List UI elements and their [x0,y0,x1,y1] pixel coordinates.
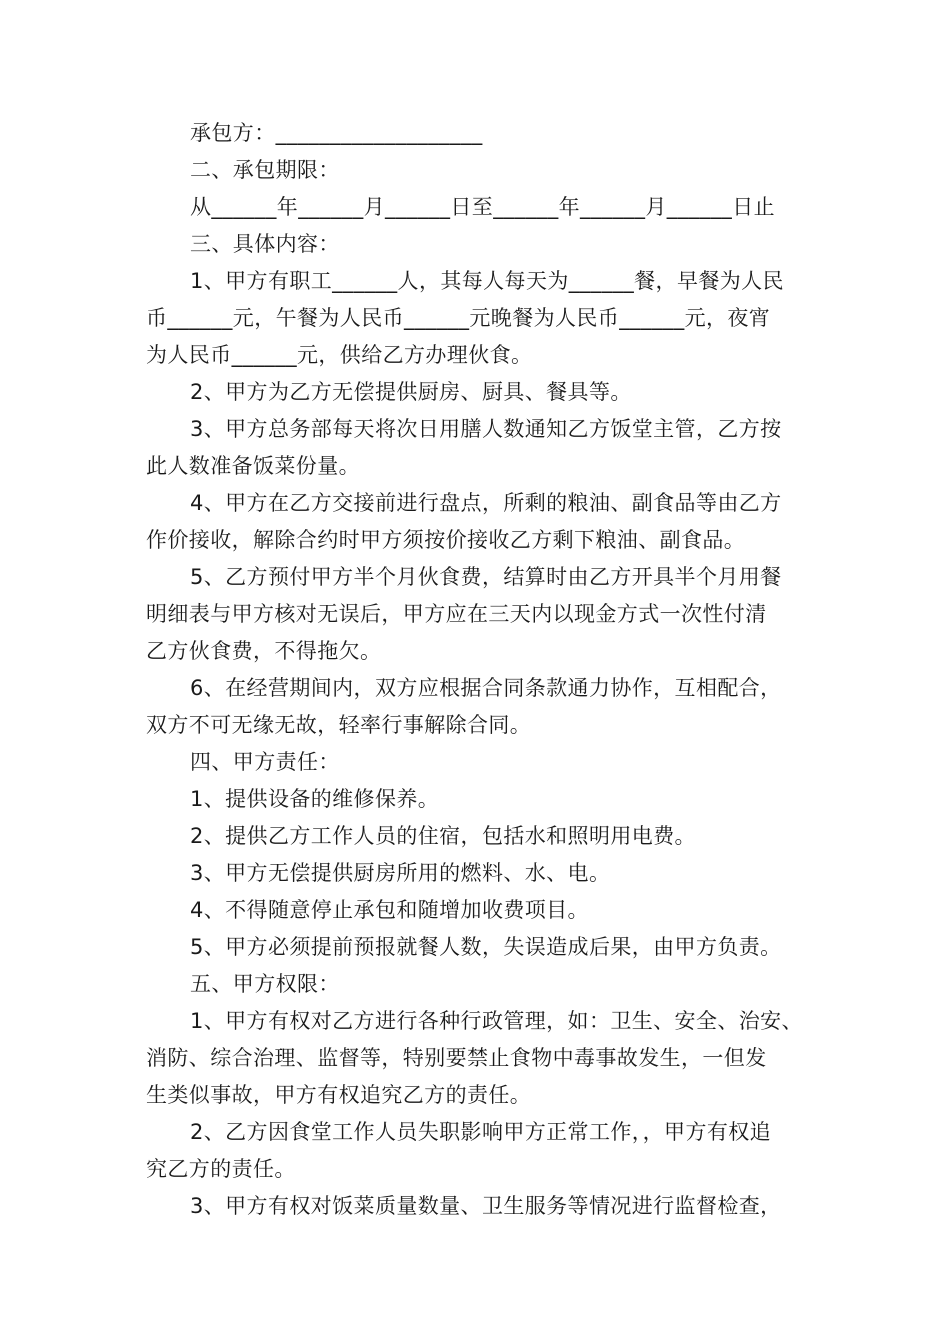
text-line: 2、乙方因食堂工作人员失职影响甲方正常工作，，甲方有权追 [190,1120,772,1144]
text-line: 3、甲方总务部每天将次日用膳人数通知乙方饭堂主管，乙方按 [190,417,782,441]
text-line: 此人数准备饭菜份量。 [146,454,360,478]
text-line: 5、乙方预付甲方半个月伙食费，结算时由乙方开具半个月用餐 [190,565,782,589]
text-line: 1、甲方有职工______人，其每人每天为______餐，早餐为人民 [190,269,784,293]
text-line: 3、甲方无偿提供厨房所用的燃料、水、电。 [190,861,611,885]
text-line: 生类似事故，甲方有权追究乙方的责任。 [146,1083,532,1107]
document-body [146,115,826,1225]
text-line: 3、甲方有权对饭菜质量数量、卫生服务等情况进行监督检查， [190,1194,782,1218]
text-line: 消防、综合治理、监督等，特别要禁止食物中毒事故发生，一但发 [146,1046,767,1070]
text-line: 三、具体内容： [190,232,340,256]
text-line: 为人民币______元，供给乙方办理伙食。 [146,343,533,367]
text-line: 2、提供乙方工作人员的住宿，包括水和照明用电费。 [190,824,696,848]
text-line: 承包方：___________________ [190,121,483,145]
text-line: 明细表与甲方核对无误后，甲方应在三天内以现金方式一次性付清 [146,602,767,626]
text-line: 5、甲方必须提前预报就餐人数，失误造成后果，由甲方负责。 [190,935,782,959]
text-line: 从______年______月______日至______年______月______日止 [190,195,775,219]
text-line: 五、甲方权限： [190,972,340,996]
text-line: 乙方伙食费，不得拖欠。 [146,639,382,663]
text-line: 币______元，午餐为人民币______元晚餐为人民币______元，夜宵 [146,306,771,330]
text-line: 1、甲方有权对乙方进行各种行政管理，如：卫生、安全、治安、 [190,1009,803,1033]
text-line: 1、提供设备的维修保养。 [190,787,440,811]
text-line: 6、在经营期间内，双方应根据合同条款通力协作，互相配合， [190,676,782,700]
text-line: 作价接收，解除合约时甲方须按价接收乙方剩下粮油、副食品。 [146,528,746,552]
text-line: 四、甲方责任： [190,750,340,774]
text-line: 究乙方的责任。 [146,1157,296,1181]
text-line: 4、不得随意停止承包和随增加收费项目。 [190,898,589,922]
text-line: 2、甲方为乙方无偿提供厨房、厨具、餐具等。 [190,380,632,404]
text-line: 4、甲方在乙方交接前进行盘点，所剩的粮油、副食品等由乙方 [190,491,782,515]
text-line: 双方不可无缘无故，轻率行事解除合同。 [146,713,532,737]
text-line: 二、承包期限： [190,158,340,182]
